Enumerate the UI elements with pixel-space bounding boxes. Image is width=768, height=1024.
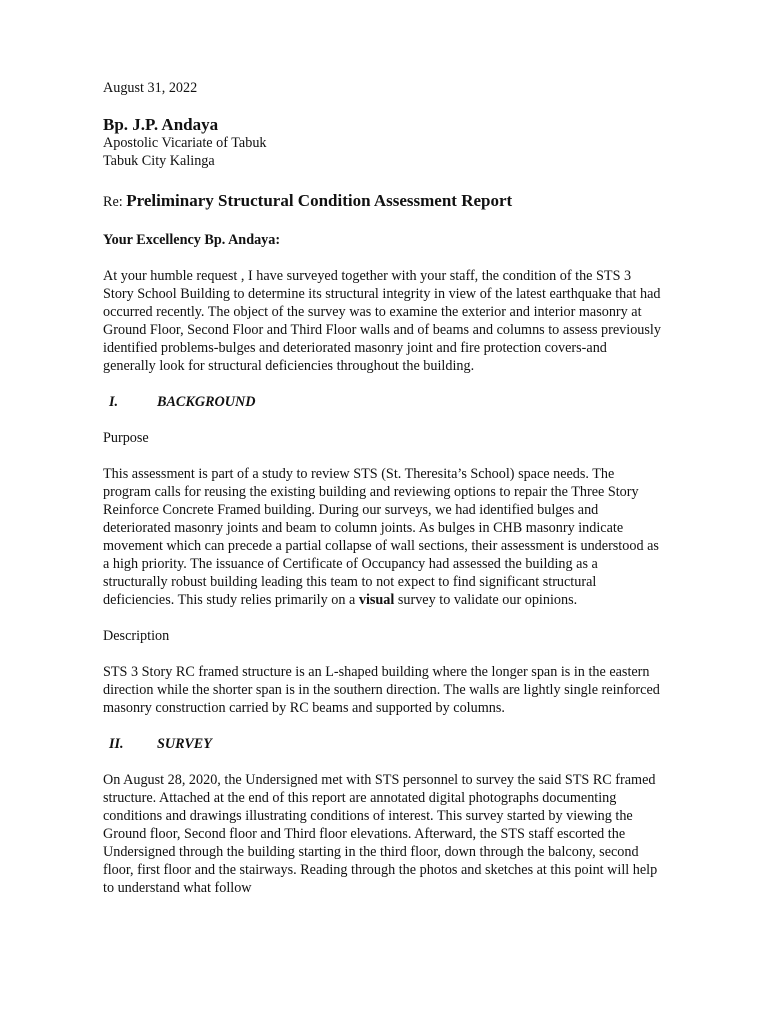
subject-line: [103, 190, 663, 213]
purpose-text-start: This assessment is part of a study to review STS (St. Theresita’s School) space needs. The program calls for reusing the existing building and reviewing options to repair the Three Story Reinforce Concrete Framed building. During our surveys, we had identified bulges and deteriorated masonry joints and beam to column joints. As bulges in CHB masonry indicate movement which can precede a partial collapse of wall sections, their assessment is understood as a high priority. The issuance of Certificate of Occupancy had assessed the building as a structurally robust building leading this team to not expect to find significant structural deficiencies. This study relies primarily on a: [103, 466, 659, 608]
purpose-label: Purpose: [103, 430, 149, 446]
intro-paragraph: At your humble request , I have surveyed together with your staff, the condition of the STS 3 Story School Building to determine its structural integrity in view of the latest earthquake that had occurred recently. The object of the survey was to examine the exterior and interior masonry at Ground Floor, Second Floor and Third Floor walls and of beams and columns to assess previously identified problems-bulges and deteriorated masonry joint and fire protection covers-and generally look for structural deficiencies throughout the building.: [103, 268, 661, 374]
section-heading-background: [103, 393, 663, 411]
purpose-paragraph: [103, 465, 663, 609]
section-number: I.: [109, 394, 119, 410]
section-heading-survey: [103, 735, 663, 753]
survey-paragraph: On August 28, 2020, the Undersigned met with STS personnel to survey the said STS RC framed structure. Attached at the end of this report are annotated digital photographs documenting conditions and drawings illustrating conditions of interest. This survey started by viewing the Ground floor, Second floor and Third floor elevations. Afterward, the STS staff escorted the Undersigned through the building starting in the third floor, down through the balcony, second floor, first floor and the stairways. Reading through the photos and sketches at this point will help to understand what follow: [103, 772, 658, 896]
purpose-text-end: survey to validate our opinions.: [394, 592, 578, 608]
letter-date: August 31, 2022: [103, 80, 198, 96]
description-label: Description: [103, 628, 170, 644]
purpose-text-bold: visual: [358, 592, 395, 608]
recipient-line-2: Tabuk City Kalinga: [103, 153, 215, 169]
section-title: BACKGROUND: [157, 394, 256, 410]
salutation: Your Excellency Bp. Andaya:: [103, 232, 281, 248]
subject-title: Preliminary Structural Condition Assessment Report: [126, 191, 513, 210]
subject-prefix: Re:: [103, 194, 127, 210]
recipient-name: Bp. J.P. Andaya: [103, 115, 219, 134]
description-paragraph: STS 3 Story RC framed structure is an L-shaped building where the longer span is in the eastern direction while the shorter span is in the southern direction. The walls are lightly single reinforced masonry construction carried by RC beams and supported by columns.: [103, 664, 660, 716]
section-title: SURVEY: [157, 736, 212, 752]
recipient-block: [103, 115, 663, 170]
recipient-line-1: Apostolic Vicariate of Tabuk: [103, 135, 267, 151]
letter-page: [103, 79, 663, 897]
section-number: II.: [109, 736, 124, 752]
